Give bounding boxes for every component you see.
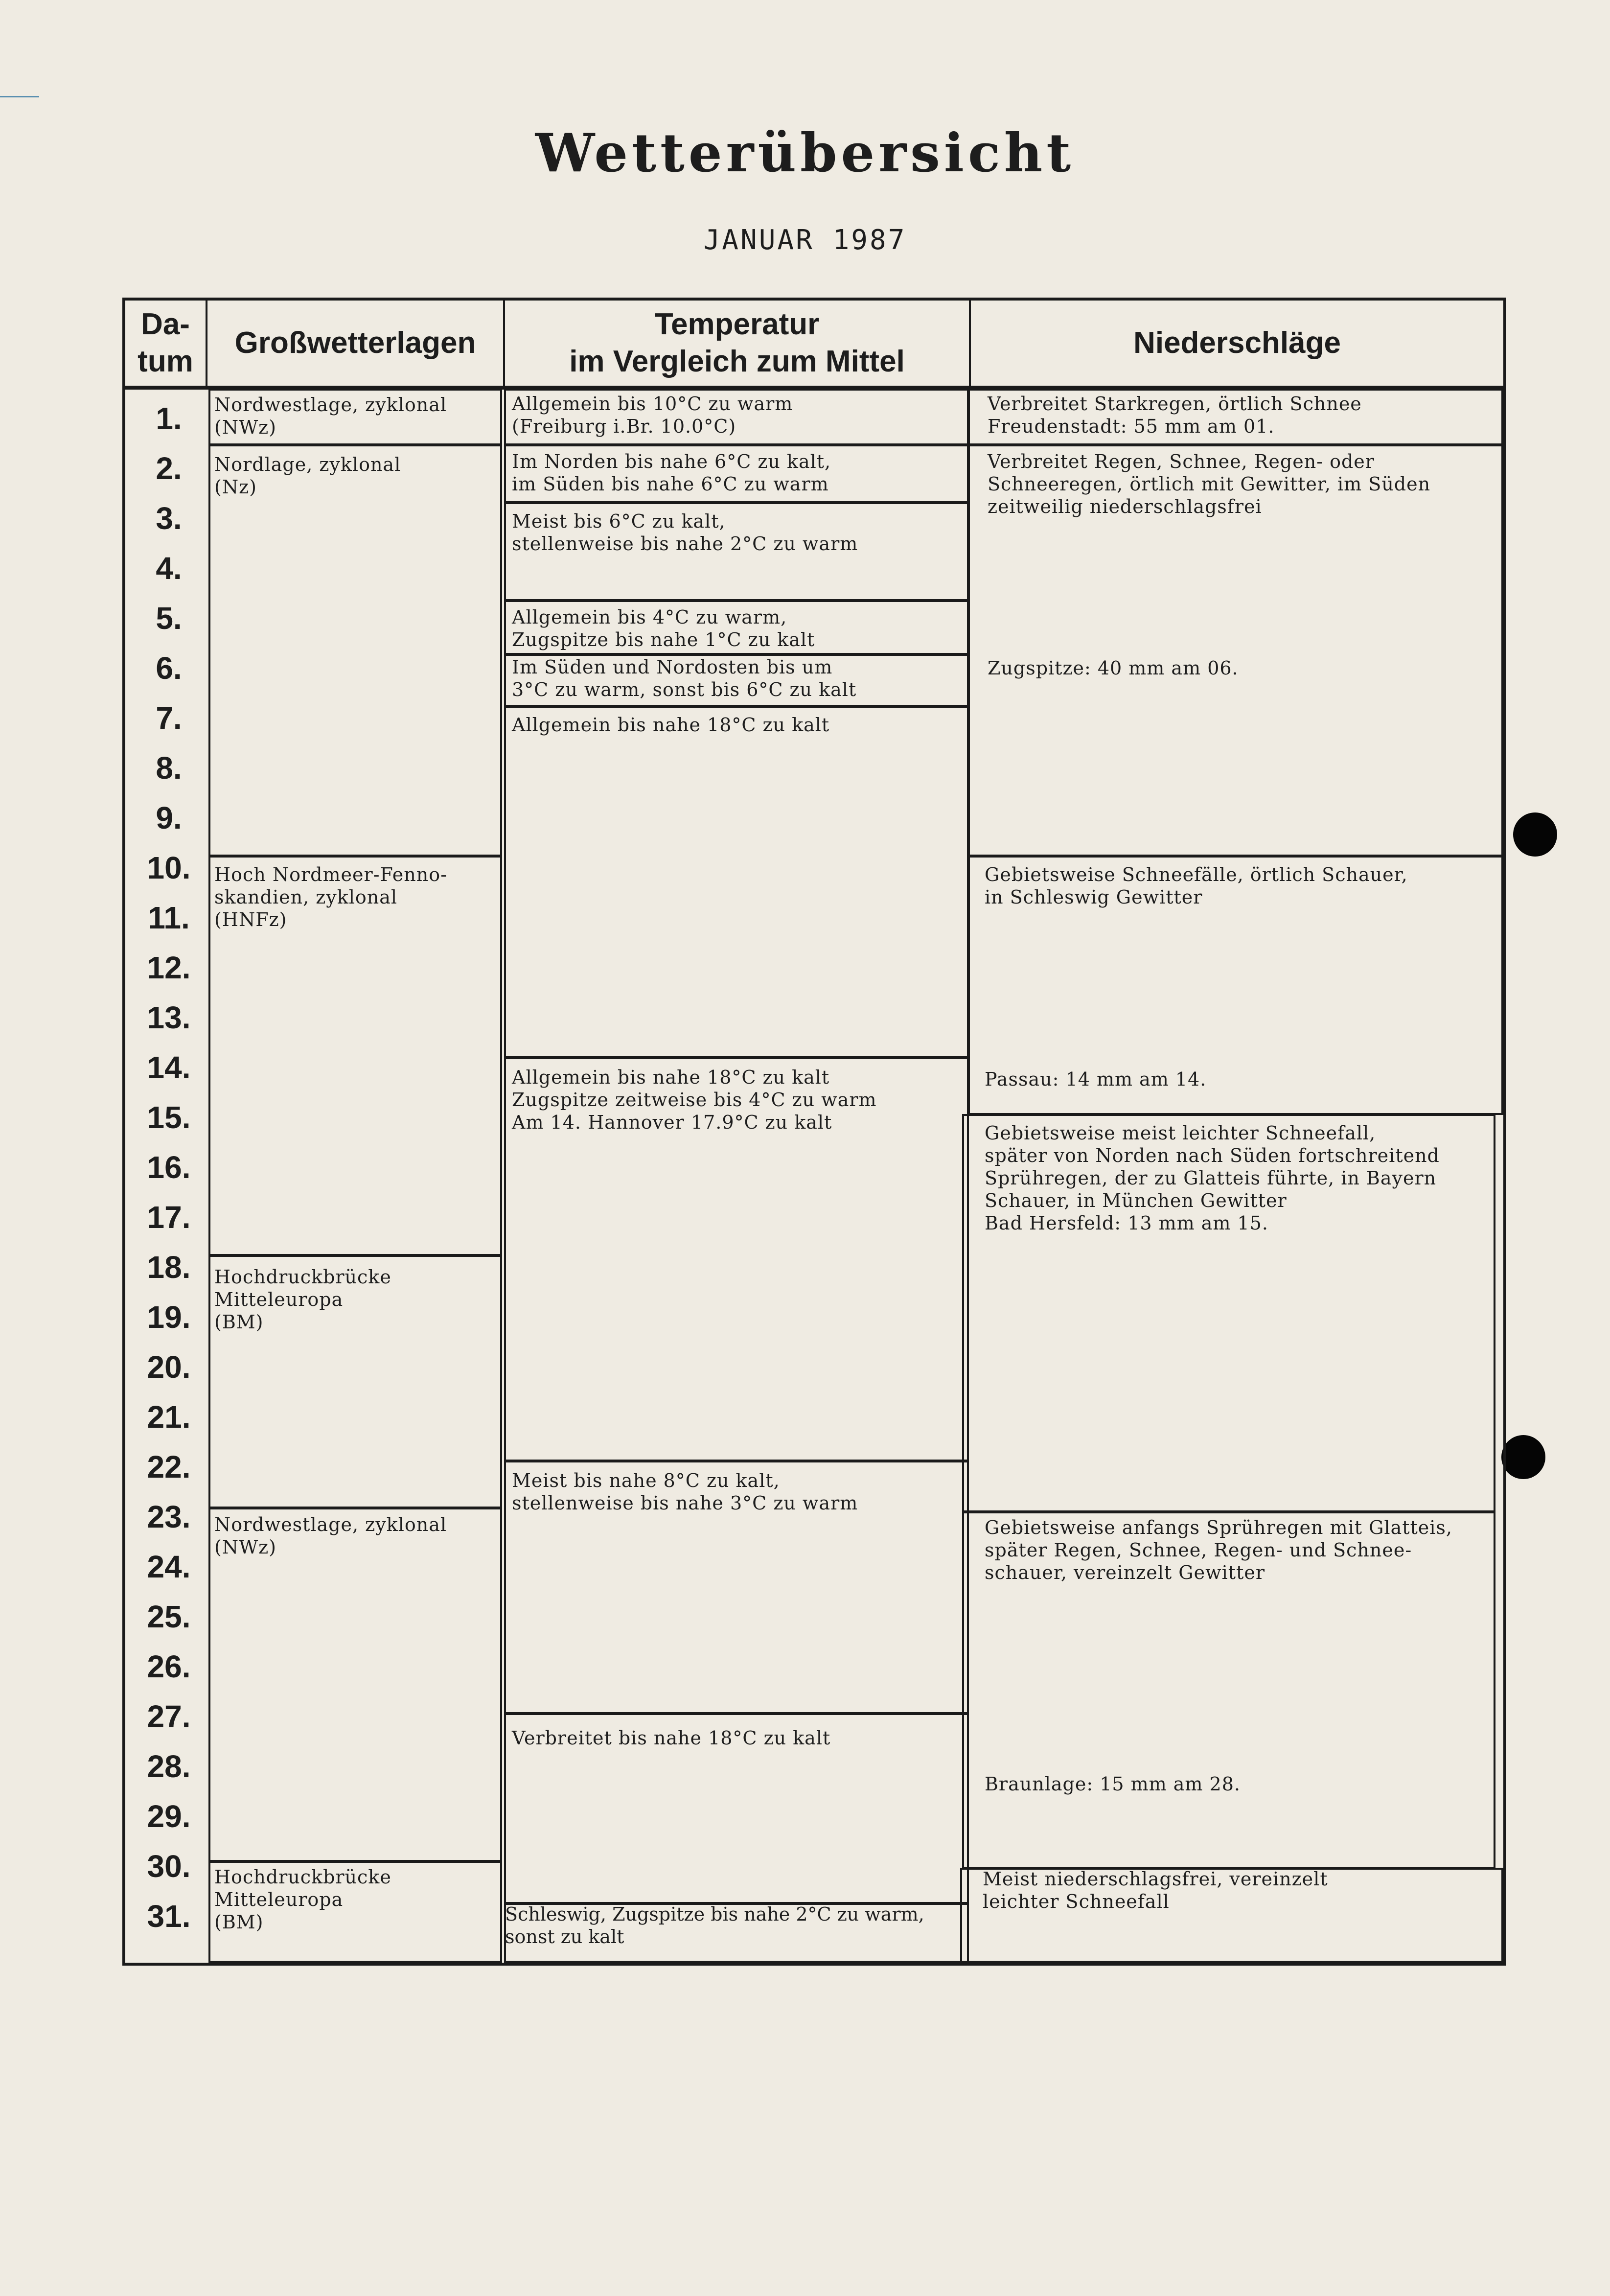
day-number: 21. — [147, 1399, 191, 1435]
niederschlag-text: Zugspitze: 40 mm am 06. — [988, 657, 1239, 679]
day-number: 23. — [147, 1499, 191, 1534]
day-number: 30. — [147, 1849, 191, 1884]
column-header-temperatur: Temperatur im Vergleich zum Mittel — [569, 307, 905, 378]
day-number: 25. — [147, 1599, 191, 1634]
column-header-niederschlaege: Niederschläge — [1133, 326, 1341, 360]
day-number: 13. — [147, 1000, 191, 1035]
day-number: 6. — [156, 650, 182, 686]
temperatur-text: Im Norden bis nahe 6°C zu kalt, im Süden bis nahe 6°C zu warm — [512, 451, 831, 495]
day-number: 5. — [156, 601, 182, 636]
niederschlag-text: Braunlage: 15 mm am 28. — [985, 1773, 1241, 1795]
day-number: 18. — [147, 1250, 191, 1285]
day-number: 28. — [147, 1749, 191, 1784]
grosswetterlage-text: Nordlage, zyklonal (Nz) — [214, 454, 401, 498]
day-number: 15. — [147, 1100, 191, 1135]
day-number: 31. — [147, 1899, 191, 1934]
day-number: 4. — [156, 551, 182, 586]
temperatur-text: Allgemein bis 10°C zu warm (Freiburg i.Br. 10.0°C) — [512, 393, 793, 437]
punch-hole-bottom — [1501, 1435, 1545, 1479]
temperatur-text: Allgemein bis 4°C zu warm, Zugspitze bis nahe 1°C zu kalt — [512, 606, 815, 650]
day-number: 10. — [147, 850, 191, 885]
day-number: 12. — [147, 950, 191, 985]
grosswetterlage-text: Nordwestlage, zyklonal (NWz) — [214, 394, 447, 438]
temperatur-block — [504, 706, 969, 1058]
day-number: 7. — [156, 700, 182, 736]
day-number: 17. — [147, 1200, 191, 1235]
niederschlag-text: Verbreitet Starkregen, örtlich Schnee Freudenstadt: 55 mm am 01. — [988, 393, 1362, 437]
grosswetterlage-block — [208, 1507, 502, 1862]
niederschlag-text: Gebietsweise anfangs Sprühregen mit Glatteis, später Regen, Schnee, Regen- und Schnee- schauer, vereinzelt Gewitter — [985, 1517, 1452, 1583]
day-number: 16. — [147, 1150, 191, 1185]
column-header-datum: Da- tum — [138, 307, 193, 378]
niederschlag-text: Gebietsweise meist leichter Schneefall, später von Norden nach Süden fortschreitend Sprühregen, der zu Glatteis führte, in Bayern Schauer, in München Gewitter Bad Hersfeld: 13 mm am 15. — [985, 1122, 1440, 1234]
day-number: 2. — [156, 451, 182, 486]
temperatur-text: Schleswig, Zugspitze bis nahe 2°C zu warm, sonst zu kalt — [505, 1903, 924, 1948]
day-number: 3. — [156, 501, 182, 536]
punch-hole-top — [1513, 812, 1557, 857]
day-number: 9. — [156, 800, 182, 835]
grosswetterlage-text: Hochdruckbrücke Mitteleuropa (BM) — [214, 1266, 391, 1333]
niederschlag-text: Passau: 14 mm am 14. — [985, 1068, 1207, 1090]
day-number: 27. — [147, 1699, 191, 1734]
temperatur-text: Verbreitet bis nahe 18°C zu kalt — [512, 1727, 831, 1749]
day-number: 20. — [147, 1349, 191, 1385]
page-title: Wetterübersicht — [535, 122, 1075, 184]
margin-mark — [0, 96, 39, 97]
grosswetterlage-text: Nordwestlage, zyklonal (NWz) — [214, 1514, 447, 1558]
niederschlag-text: Verbreitet Regen, Schnee, Regen- oder Schneeregen, örtlich mit Gewitter, im Süden zeitweilig niederschlagsfrei — [988, 451, 1431, 517]
temperatur-text: Allgemein bis nahe 18°C zu kalt Zugspitze zeitweise bis 4°C zu warm Am 14. Hannover 17.9°C zu kalt — [512, 1067, 877, 1133]
grosswetterlage-block — [208, 444, 502, 857]
temperatur-text: Meist bis 6°C zu kalt, stellenweise bis nahe 2°C zu warm — [512, 510, 858, 555]
day-number: 1. — [156, 401, 182, 436]
day-number: 24. — [147, 1549, 191, 1584]
temperatur-text: Allgemein bis nahe 18°C zu kalt — [512, 714, 830, 736]
column-header-grosswetterlagen: Großwetterlagen — [234, 326, 476, 360]
day-number: 22. — [147, 1449, 191, 1484]
day-number: 29. — [147, 1799, 191, 1834]
day-number: 11. — [148, 900, 190, 935]
niederschlag-text: Gebietsweise Schneefälle, örtlich Schauer, in Schleswig Gewitter — [985, 864, 1408, 908]
temperatur-text: Meist bis nahe 8°C zu kalt, stellenweise bis nahe 3°C zu warm — [512, 1470, 858, 1514]
day-number: 8. — [156, 750, 182, 786]
grosswetterlage-text: Hoch Nordmeer-Fenno- skandien, zyklonal (HNFz) — [214, 864, 447, 930]
day-number: 14. — [147, 1050, 191, 1085]
day-number: 19. — [147, 1299, 191, 1335]
grosswetterlage-text: Hochdruckbrücke Mitteleuropa (BM) — [214, 1866, 391, 1933]
day-number: 26. — [147, 1649, 191, 1684]
page-subtitle: JANUAR 1987 — [703, 224, 907, 256]
niederschlag-text: Meist niederschlagsfrei, vereinzelt leichter Schneefall — [983, 1868, 1328, 1912]
temperatur-text: Im Süden und Nordosten bis um 3°C zu warm, sonst bis 6°C zu kalt — [512, 656, 857, 700]
